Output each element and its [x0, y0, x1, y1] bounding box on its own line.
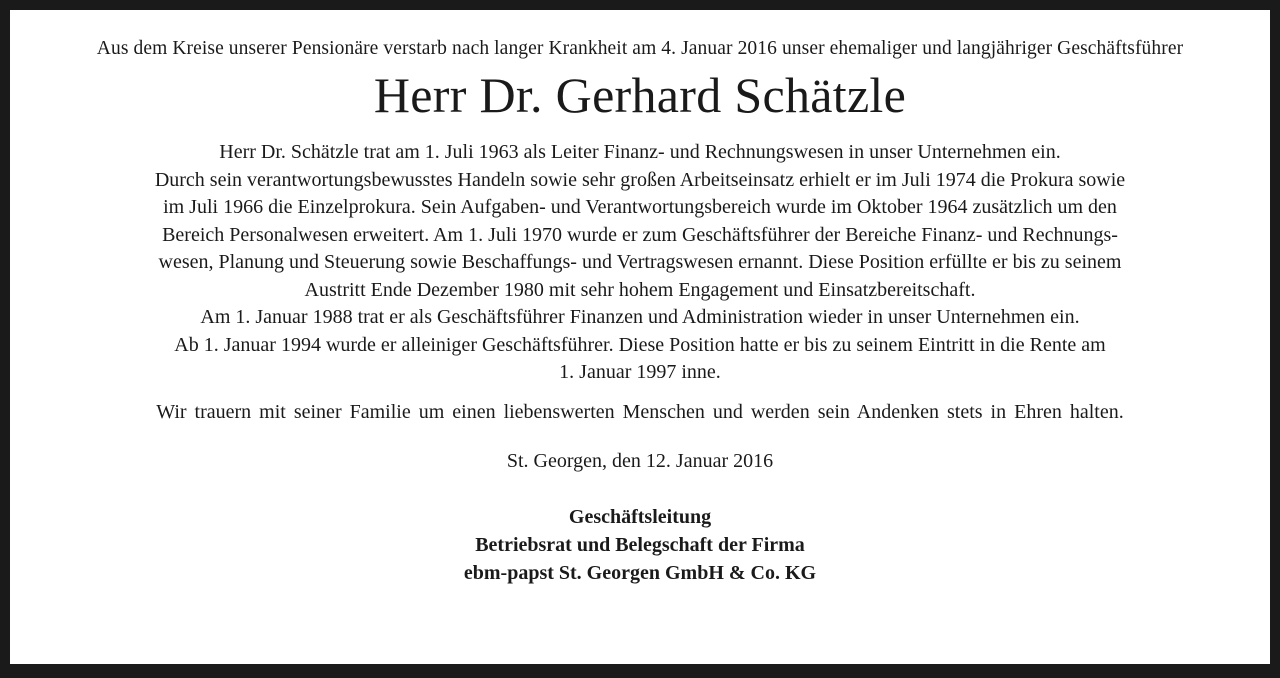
mourning-statement: Wir trauern mit seiner Familie um einen liebenswerten Menschen und werden sein Andenken stets in Ehren halten. [156, 400, 1124, 423]
intro-text: Aus dem Kreise unserer Pensionäre verstarb nach langer Krankheit am 4. Januar 2016 unser ehemaliger und langjähriger Geschäftsführer [96, 38, 1184, 59]
bio-line: wesen, Planung und Steuerung sowie Beschaffungs- und Vertragswesen ernannt. Diese Position erfüllte er bis zu seinem [158, 251, 1122, 273]
obituary-content [50, 36, 1230, 587]
bio-line: Durch sein verantwortungsbewusstes Handeln sowie sehr großen Arbeitseinsatz erhielt er im Juli 1974 die Prokura sowie [154, 168, 1126, 191]
bio-line: Herr Dr. Schätzle trat am 1. Juli 1963 als Leiter Finanz- und Rechnungswesen in unser Unternehmen ein. [219, 141, 1061, 163]
deceased-name: Herr Dr. Gerhard Schätzle [373, 67, 907, 123]
biography [50, 139, 1230, 387]
signers [50, 503, 1230, 587]
bio-line: Ab 1. Januar 1994 wurde er alleiniger Geschäftsführer. Diese Position hatte er bis zu seinem Eintritt in die Rente am [174, 333, 1106, 356]
signer-line: Betriebsrat und Belegschaft der Firma [475, 533, 805, 556]
bio-line: Austritt Ende Dezember 1980 mit sehr hohem Engagement und Einsatzbereitschaft. [304, 278, 976, 301]
bio-line: Bereich Personalwesen erweitert. Am 1. Juli 1970 wurde er zum Geschäftsführer der Bereiche Finanz- und Rechnungs- [162, 223, 1118, 246]
bio-line: Am 1. Januar 1988 trat er als Geschäftsführer Finanzen und Administration wieder in unser Unternehmen ein. [200, 306, 1080, 328]
signer-line: ebm-papst St. Georgen GmbH & Co. KG [463, 561, 817, 584]
signer-line: Geschäftsleitung [568, 505, 712, 528]
bio-line: 1. Januar 1997 inne. [559, 361, 721, 383]
place-date: St. Georgen, den 12. Januar 2016 [506, 449, 774, 472]
bio-line: im Juli 1966 die Einzelprokura. Sein Aufgaben- und Verantwortungsbereich wurde im Oktober 1964 zusätzlich um den [163, 196, 1117, 218]
